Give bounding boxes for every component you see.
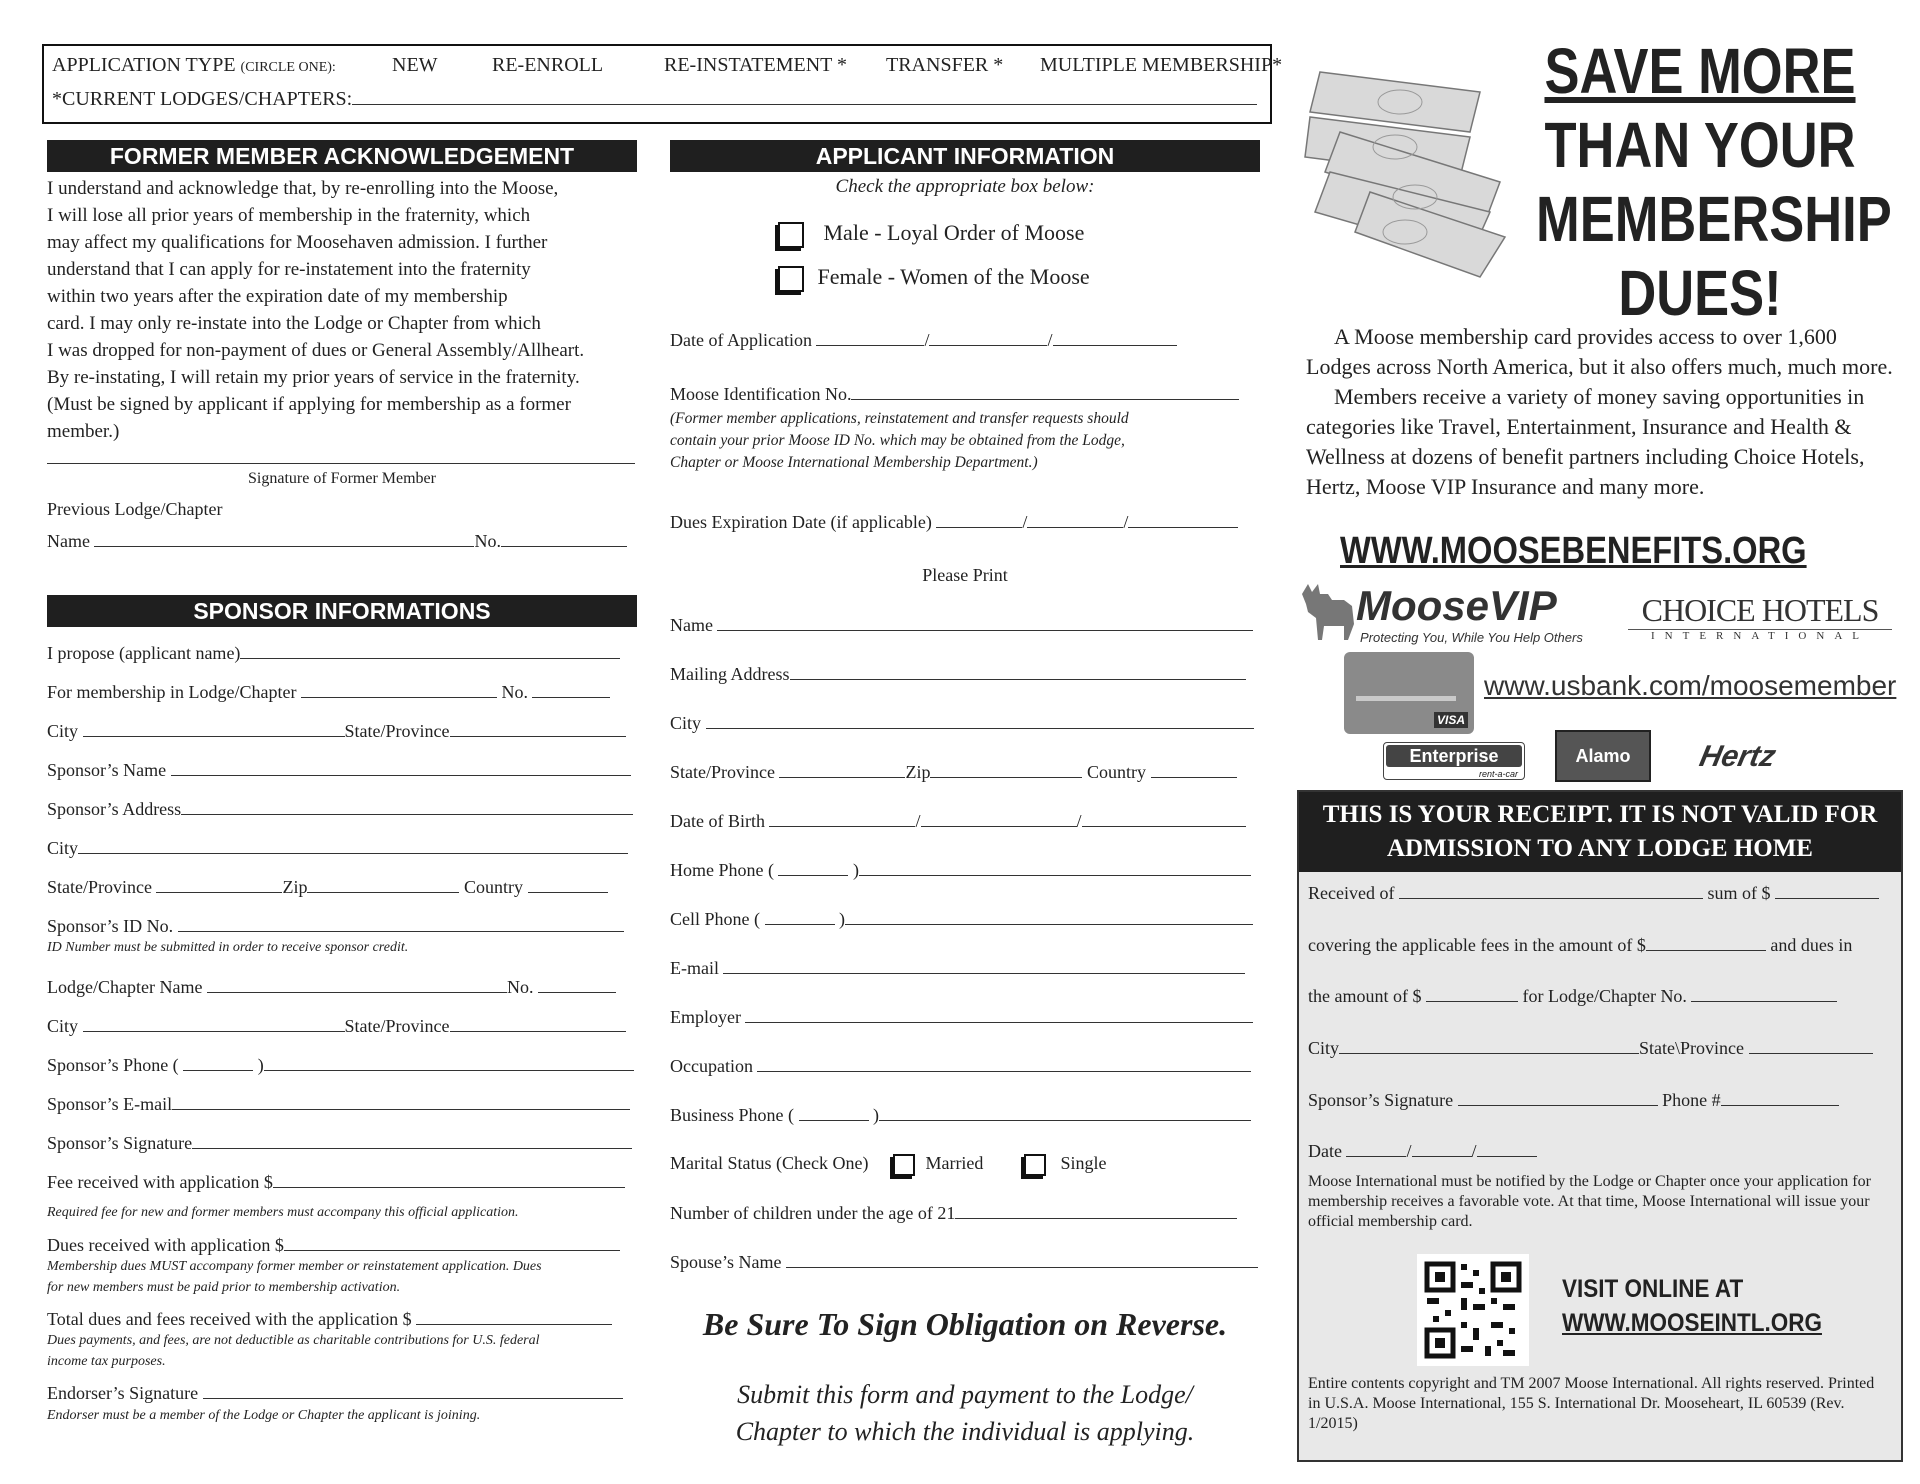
slash: / — [1471, 1141, 1477, 1161]
text-line: may affect my qualifications for Moosehaven admission. I further — [47, 232, 548, 253]
promo-text — [1306, 322, 1904, 502]
text-line: By re-instating, I will retain my prior years of service in the fraternity. — [47, 367, 580, 388]
slash: / — [1406, 1141, 1412, 1161]
headline-line: THAN YOUR — [1544, 109, 1856, 181]
spouse-label: Spouse’s Name — [670, 1252, 782, 1272]
covering-label: covering the applicable fees in the amount of $ — [1308, 935, 1646, 955]
moose-id-row — [670, 381, 1260, 405]
city-label: City — [1308, 1038, 1340, 1058]
date-label: Date — [1308, 1141, 1342, 1161]
previous-lodge-name-field[interactable] — [94, 528, 474, 547]
submit-line: Submit this form and payment to the Lodge/ — [737, 1380, 1193, 1409]
receipt-heading-line: ADMISSION TO ANY LODGE HOME — [1386, 835, 1813, 862]
endorser-label: Endorser’s Signature — [47, 1383, 199, 1403]
state-label: State/Province — [47, 877, 152, 897]
choice-hotels-logo — [1620, 592, 1900, 652]
date-of-birth-label: Date of Birth — [670, 811, 765, 831]
amount-row — [1308, 983, 1837, 1007]
sponsor-heading: SPONSOR INFORMATIONS — [47, 595, 637, 627]
applicant-country-field[interactable] — [1151, 759, 1237, 778]
text-line: card. I may only re-instate into the Lodge or Chapter from which — [47, 313, 541, 334]
state-field[interactable] — [450, 718, 626, 737]
sponsor-signature-row — [47, 1130, 637, 1154]
app-month-field[interactable] — [816, 327, 924, 346]
applicant-city-field[interactable] — [706, 710, 1254, 729]
option-transfer[interactable]: TRANSFER * — [886, 54, 1004, 76]
fee-note: Required fee for new and former members must accompany this official application. — [47, 1205, 519, 1220]
receipt-heading-line: THIS IS YOUR RECEIPT. IT IS NOT VALID FOR — [1322, 801, 1878, 828]
state-label: State/Province — [344, 721, 450, 741]
sponsor-phone-row — [47, 1052, 637, 1076]
lodge-number-field[interactable] — [1691, 983, 1837, 1002]
email-field[interactable] — [723, 955, 1245, 974]
credit-card-image — [1344, 652, 1474, 734]
moose-id-note-line: Chapter or Moose International Membership Department.) — [670, 454, 1038, 471]
receipt-year-field[interactable] — [1477, 1138, 1537, 1157]
dob-month-field[interactable] — [769, 808, 915, 827]
dues-expiration-label: Dues Expiration Date (if applicable) — [670, 512, 932, 532]
propose-row — [47, 640, 637, 664]
total-received-label: Total dues and fees received with the application $ — [47, 1309, 412, 1329]
receipt-date-row — [1308, 1138, 1537, 1162]
application-type-label: APPLICATION TYPE — [52, 54, 236, 76]
membership-lodge-row — [47, 679, 637, 703]
applicant-state-row — [670, 759, 1260, 783]
date-of-application-row — [670, 327, 1260, 351]
city3-field[interactable] — [83, 1013, 345, 1032]
sponsor-city3-row — [47, 1013, 637, 1037]
married-label: Married — [925, 1153, 984, 1173]
enterprise-logo — [1383, 742, 1525, 780]
no-label: No. — [501, 682, 528, 702]
slash: / — [915, 811, 921, 831]
dues-expiration-row — [670, 509, 1260, 533]
received-of-field[interactable] — [1399, 880, 1703, 899]
male-checkbox[interactable] — [778, 222, 804, 248]
total-note-line: income tax purposes. — [47, 1354, 166, 1369]
copyright-text: Entire contents copyright and TM 2007 Moose International. All rights reserved. Printed in U.S.A. Moose International, 155 S. International Dr. Mooseheart, IL 60539 (Rev. 1/2015) — [1308, 1375, 1875, 1432]
fees-amount-field[interactable] — [1646, 932, 1766, 951]
exp-month-field[interactable] — [936, 509, 1022, 528]
female-checkbox[interactable] — [778, 266, 804, 292]
paren-close: ) — [852, 860, 859, 880]
enterprise-sub: rent-a-car — [1478, 769, 1518, 779]
usbank-link[interactable]: www.usbank.com/moosemember — [1484, 670, 1897, 701]
moose-id-label: Moose Identification No. — [670, 384, 852, 404]
receipt-day-field[interactable] — [1412, 1138, 1472, 1157]
sponsor-id-row — [47, 913, 637, 937]
applicant-zip-field[interactable] — [930, 759, 1082, 778]
cell-area-code-field[interactable] — [765, 906, 835, 925]
alamo-logo: Alamo — [1555, 730, 1651, 782]
sponsor-city-row — [47, 718, 637, 742]
state3-field[interactable] — [450, 1013, 626, 1032]
employer-field[interactable] — [745, 1004, 1253, 1023]
propose-field[interactable] — [240, 640, 620, 659]
moose-id-field[interactable] — [851, 381, 1239, 400]
name-label: Name — [670, 615, 713, 635]
submit-instructions — [670, 1376, 1260, 1450]
headline-line: SAVE MORE — [1544, 35, 1856, 107]
moosebenefits-link[interactable]: WWW.MOOSEBENEFITS.ORG — [1340, 530, 1807, 572]
receipt-heading — [1299, 792, 1901, 872]
sponsor-address-field[interactable] — [181, 796, 633, 815]
email-row — [670, 955, 1260, 979]
home-area-code-field[interactable] — [778, 857, 848, 876]
employer-row — [670, 1004, 1260, 1028]
receipt-month-field[interactable] — [1346, 1138, 1406, 1157]
single-checkbox[interactable] — [1024, 1154, 1046, 1176]
exp-year-field[interactable] — [1128, 509, 1238, 528]
paren-close: ) — [257, 1055, 264, 1075]
no-label: No. — [506, 977, 534, 997]
zip-label: Zip — [282, 877, 308, 897]
dues-received-row — [47, 1232, 637, 1256]
business-phone-label: Business Phone ( — [670, 1105, 795, 1125]
membership-lodge-field[interactable] — [301, 679, 497, 698]
current-lodges-label: *CURRENT LODGES/CHAPTERS: — [52, 88, 353, 110]
receipt-signature-row — [1308, 1087, 1839, 1111]
application-type-box — [42, 44, 1283, 124]
app-year-field[interactable] — [1053, 327, 1177, 346]
text-line: understand that I can apply for re-instatement into the fraternity — [47, 259, 531, 280]
children-field[interactable] — [955, 1200, 1237, 1219]
occupation-label: Occupation — [670, 1056, 753, 1076]
total-note — [47, 1330, 637, 1372]
moose-id-note-line: contain your prior Moose ID No. which may be obtained from the Lodge, — [670, 432, 1125, 449]
country-label: Country — [463, 877, 523, 897]
male-option[interactable] — [778, 220, 1084, 248]
endorser-field[interactable] — [203, 1380, 623, 1399]
total-received-field[interactable] — [416, 1306, 612, 1325]
sponsor-phone-label: Sponsor’s Phone ( — [47, 1055, 179, 1075]
money-stack-image — [1300, 62, 1510, 282]
slash: / — [1022, 512, 1028, 532]
occupation-field[interactable] — [757, 1053, 1251, 1072]
lodge-name-label: Lodge/Chapter Name — [47, 977, 203, 997]
receipt-city-row — [1308, 1035, 1873, 1059]
and-dues-label: and dues in — [1770, 935, 1853, 955]
dues-amount-field[interactable] — [1426, 983, 1518, 1002]
receipt-box — [1297, 790, 1903, 1462]
phone-label: Phone # — [1662, 1090, 1721, 1110]
mooseintl-link[interactable]: WWW.MOOSEINTL.ORG — [1562, 1309, 1822, 1337]
state2-field[interactable] — [156, 874, 282, 893]
former-signature-caption: Signature of Former Member — [248, 470, 436, 487]
slash: / — [1123, 512, 1129, 532]
text-line: member.) — [47, 421, 120, 442]
received-of-row — [1308, 880, 1879, 904]
mailing-address-row — [670, 661, 1260, 685]
moose-icon — [1294, 580, 1360, 646]
sponsor-address-row — [47, 796, 637, 820]
fee-received-row — [47, 1169, 637, 1193]
receipt-city-field[interactable] — [1339, 1035, 1639, 1054]
choice-sub: INTERNATIONAL — [1628, 629, 1892, 642]
applicant-city-row — [670, 710, 1260, 734]
sponsor-address-label: Sponsor’s Address — [47, 799, 182, 819]
dues-note-line: Membership dues MUST accompany former member or reinstatement application. Dues — [47, 1259, 542, 1274]
paren-close: ) — [873, 1105, 880, 1125]
city-label: City — [47, 838, 79, 858]
app-day-field[interactable] — [929, 327, 1047, 346]
endorser-row — [47, 1380, 637, 1404]
sponsor-signature-label: Sponsor’s Signature — [1308, 1090, 1454, 1110]
check-instruction: Check the appropriate box below: — [835, 176, 1095, 197]
date-of-birth-row — [670, 808, 1260, 832]
spouse-row — [670, 1249, 1260, 1273]
previous-lodge-label: Previous Lodge/Chapter — [47, 499, 223, 519]
cell-phone-field[interactable] — [845, 906, 1253, 925]
email-label: E-mail — [670, 958, 719, 978]
employer-label: Employer — [670, 1007, 741, 1027]
moose-id-note-line: (Former member applications, reinstatement and transfer requests should — [670, 410, 1129, 427]
state-label: State/Province — [670, 762, 775, 782]
fee-received-label: Fee received with application $ — [47, 1172, 273, 1192]
sponsor-email-row — [47, 1091, 637, 1115]
sponsor-email-field[interactable] — [172, 1091, 630, 1110]
slash: / — [1076, 811, 1082, 831]
sponsor-email-label: Sponsor’s E-mail — [47, 1094, 173, 1114]
visa-icon: VISA — [1434, 712, 1468, 728]
membership-no-field[interactable] — [532, 679, 610, 698]
country-label: Country — [1086, 762, 1146, 782]
dues-note — [47, 1256, 637, 1298]
name-label: Name — [47, 531, 90, 551]
applicant-heading: APPLICANT INFORMATION — [670, 140, 1260, 172]
for-lodge-label: for Lodge/Chapter No. — [1522, 986, 1687, 1006]
sponsor-name-row — [47, 757, 637, 781]
children-label: Number of children under the age of 21 — [670, 1203, 956, 1223]
slash: / — [1047, 330, 1053, 350]
current-lodges-row — [52, 86, 1257, 111]
sponsor-state-row — [47, 874, 637, 898]
home-phone-field[interactable] — [859, 857, 1251, 876]
dues-received-label: Dues received with application $ — [47, 1235, 284, 1255]
sponsor-signature-label: Sponsor’s Signature — [47, 1133, 193, 1153]
single-label: Single — [1060, 1153, 1107, 1173]
choice-wordmark: CHOICE HOTELS — [1641, 592, 1879, 628]
mailing-address-label: Mailing Address — [670, 664, 790, 684]
country-field[interactable] — [528, 874, 608, 893]
cell-phone-row — [670, 906, 1260, 930]
state-label: State\Province — [1639, 1038, 1744, 1058]
male-label: Male - Loyal Order of Moose — [823, 220, 1085, 245]
female-label: Female - Women of the Moose — [817, 264, 1090, 289]
date-of-application-label: Date of Application — [670, 330, 812, 350]
home-phone-label: Home Phone ( — [670, 860, 774, 880]
previous-lodge-name-row — [47, 528, 637, 552]
sponsor-city2-row — [47, 835, 637, 859]
hertz-logo: Hertz — [1696, 740, 1779, 773]
receipt-notice: Moose International must be notified by the Lodge or Chapter once your application for membership receives a favorable vote. At that time, Moose International will issue your official membership card. — [1308, 1173, 1871, 1230]
receipt-state-field[interactable] — [1749, 1035, 1873, 1054]
total-note-line: Dues payments, and fees, are not deductible as charitable contributions for U.S. federal — [47, 1333, 540, 1348]
sponsor-signature-field[interactable] — [192, 1130, 632, 1149]
zip-label: Zip — [905, 762, 931, 782]
option-re-enroll[interactable]: RE-ENROLL — [492, 54, 604, 76]
moose-id-note — [670, 408, 1260, 474]
business-area-code-field[interactable] — [799, 1102, 869, 1121]
lodge-no-field[interactable] — [538, 974, 616, 993]
qr-code-icon — [1417, 1254, 1529, 1366]
marital-status-row — [670, 1151, 1260, 1175]
city2-field[interactable] — [78, 835, 628, 854]
marital-status-label: Marital Status (Check One) — [670, 1153, 869, 1173]
sponsor-id-field[interactable] — [178, 913, 624, 932]
submit-line: Chapter to which the individual is applying. — [735, 1417, 1195, 1446]
text-line: within two years after the expiration date of my membership — [47, 286, 508, 307]
sponsor-name-label: Sponsor’s Name — [47, 760, 167, 780]
please-print: Please Print — [922, 565, 1008, 585]
cell-phone-label: Cell Phone ( — [670, 909, 760, 929]
city-label: City — [47, 1016, 79, 1036]
headline-line: DUES! — [1618, 257, 1782, 329]
option-new[interactable]: NEW — [392, 54, 438, 76]
previous-lodge-no-field[interactable] — [501, 528, 627, 547]
dues-received-field[interactable] — [284, 1232, 620, 1251]
card-number-strip — [1356, 696, 1456, 701]
lodge-name-field[interactable] — [207, 974, 507, 993]
applicant-name-row — [670, 612, 1260, 636]
female-option[interactable] — [778, 264, 1090, 292]
sum-of-field[interactable] — [1775, 880, 1879, 899]
sum-of-label: sum of $ — [1707, 883, 1771, 903]
lodge-name-row — [47, 974, 637, 998]
sponsor-name-field[interactable] — [171, 757, 631, 776]
sponsor-phone-field[interactable] — [264, 1052, 634, 1071]
sponsor-id-label: Sponsor’s ID No. — [47, 916, 174, 936]
dues-note-line: for new members must be paid prior to membership activation. — [47, 1280, 401, 1295]
promo-headline — [1536, 34, 1892, 330]
membership-lodge-label: For membership in Lodge/Chapter — [47, 682, 297, 702]
total-received-row — [47, 1306, 637, 1330]
receipt-phone-field[interactable] — [1721, 1087, 1839, 1106]
current-lodges-field[interactable] — [352, 86, 1257, 105]
business-phone-field[interactable] — [879, 1102, 1251, 1121]
former-member-heading: FORMER MEMBER ACKNOWLEDGEMENT — [47, 140, 637, 172]
amount-of-label: the amount of $ — [1308, 986, 1422, 1006]
fee-received-field[interactable] — [273, 1169, 625, 1188]
text-line: (Must be signed by applicant if applying for membership as a former — [47, 394, 571, 415]
option-re-instatement[interactable]: RE-INSTATEMENT * — [664, 54, 848, 76]
enterprise-wordmark: Enterprise — [1386, 745, 1522, 767]
occupation-row — [670, 1053, 1260, 1077]
text-line: I will lose all prior years of membership in the fraternity, which — [47, 205, 531, 226]
exp-day-field[interactable] — [1027, 509, 1123, 528]
city-label: City — [47, 721, 79, 741]
moosevip-wordmark: MooseVIP — [1356, 582, 1557, 629]
moosevip-tagline: Protecting You, While You Help Others — [1360, 630, 1583, 645]
text-line: I understand and acknowledge that, by re-enrolling into the Moose, — [47, 178, 559, 199]
receipt-signature-field[interactable] — [1458, 1087, 1658, 1106]
promo-paragraph: A Moose membership card provides access to over 1,600 Lodges across North America, but it also offers much, much more. — [1306, 324, 1893, 379]
state-label: State/Province — [344, 1016, 450, 1036]
received-of-label: Received of — [1308, 883, 1395, 903]
no-label: No. — [474, 531, 501, 551]
visit-online — [1562, 1272, 1822, 1340]
former-member-text — [47, 175, 637, 445]
home-phone-row — [670, 857, 1260, 881]
application-type-row — [52, 54, 1283, 77]
text-line: I was dropped for non-payment of dues or General Assembly/Allheart. — [47, 340, 585, 361]
sponsor-area-code-field[interactable] — [183, 1052, 253, 1071]
moosevip-logo — [1294, 580, 1594, 650]
applicant-name-field[interactable] — [717, 612, 1253, 631]
city-label: City — [670, 713, 702, 733]
endorser-note: Endorser must be a member of the Lodge or Chapter the applicant is joining. — [47, 1408, 481, 1423]
spouse-field[interactable] — [786, 1249, 1258, 1268]
option-multiple-membership[interactable]: MULTIPLE MEMBERSHIP* — [1040, 54, 1283, 76]
covering-row — [1308, 932, 1852, 956]
mailing-address-field[interactable] — [790, 661, 1246, 680]
business-phone-row — [670, 1102, 1260, 1126]
paren-close: ) — [839, 909, 845, 929]
children-row — [670, 1200, 1260, 1224]
married-checkbox[interactable] — [893, 1154, 915, 1176]
slash: / — [924, 330, 930, 350]
sign-obligation-note: Be Sure To Sign Obligation on Reverse. — [702, 1306, 1228, 1342]
promo-paragraph: Members receive a variety of money saving opportunities in categories like Travel, Entertainment, Insurance and Health & Wellness at dozens of benefit partners including Choice Hotels, Hertz, Moose VIP Insurance and many more. — [1306, 384, 1865, 499]
propose-label: I propose (applicant name) — [47, 643, 241, 663]
city-field[interactable] — [83, 718, 345, 737]
headline-line: MEMBERSHIP — [1536, 183, 1892, 255]
visit-online-line: VISIT ONLINE AT — [1562, 1275, 1744, 1303]
application-type-small: (CIRCLE ONE): — [240, 60, 336, 75]
former-signature-line[interactable] — [47, 463, 635, 464]
applicant-state-field[interactable] — [779, 759, 905, 778]
zip-field[interactable] — [307, 874, 459, 893]
dob-year-field[interactable] — [1082, 808, 1246, 827]
dob-day-field[interactable] — [921, 808, 1077, 827]
sponsor-id-note: ID Number must be submitted in order to receive sponsor credit. — [47, 940, 409, 955]
